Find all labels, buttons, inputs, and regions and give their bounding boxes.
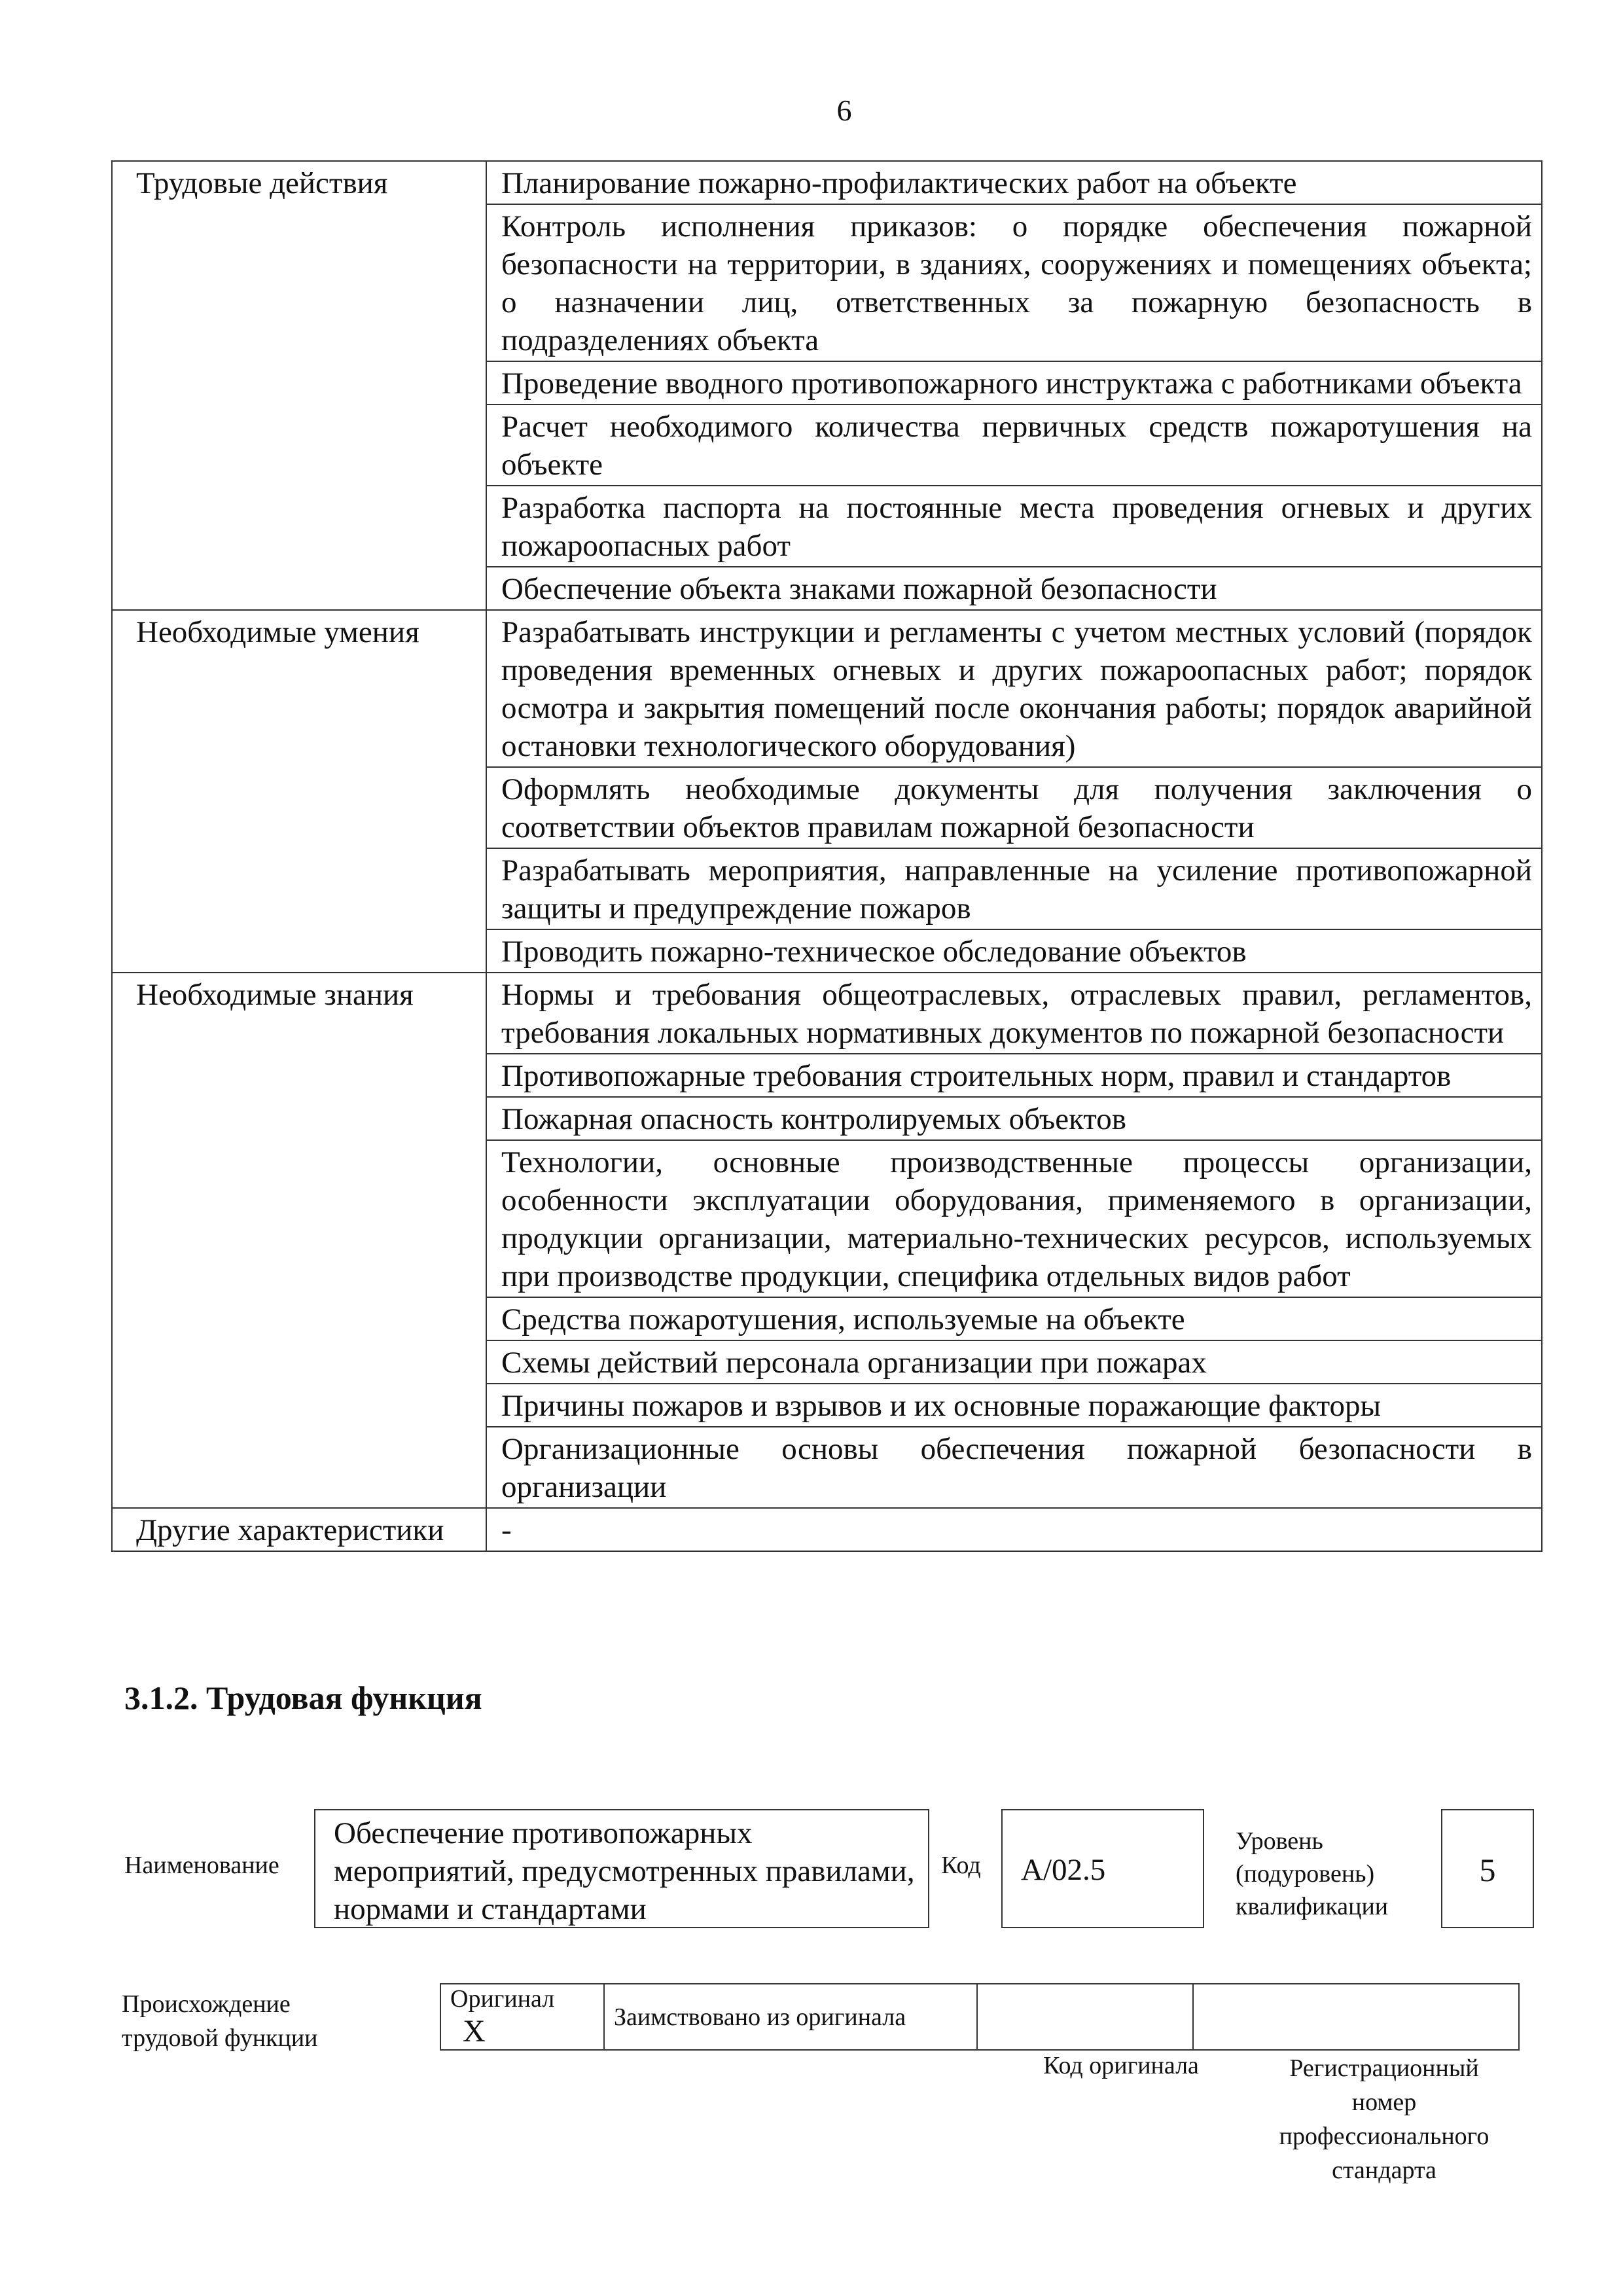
original-cell xyxy=(440,1984,604,2050)
table-row xyxy=(112,973,1542,1054)
code-value-box: А/02.5 xyxy=(1001,1809,1204,1928)
row-item-text: Технологии, основные производственные процессы организации, особенности эксплуатации оборудования, применяемого в организации, продукции организации, материально-технических ресурсов, используемых при производстве продукции, специфика отдельных видов работ xyxy=(486,1140,1542,1297)
original-mark: Х xyxy=(463,2014,486,2049)
registration-caption xyxy=(1230,2051,1538,2187)
row-item-text: Разрабатывать инструкции и регламенты с учетом местных условий (порядок проведения временных огневых и других пожароопасных работ; порядок осмотра и закрытия помещений после окончания работы; порядок аварийной остановки технологического оборудования) xyxy=(486,610,1542,767)
origin-label xyxy=(122,1987,318,2055)
table-row xyxy=(112,1508,1542,1551)
reg-caption-line-2: номер xyxy=(1351,2089,1417,2116)
reg-caption-line-3: профессионального xyxy=(1279,2123,1489,2150)
row-item-text: Разрабатывать мероприятия, направленные на усиление противопожарной защиты и предупреждение пожаров xyxy=(486,848,1542,929)
function-name-box: Обеспечение противопожарных мероприятий, предусмотренных правилами, нормами и стандартами xyxy=(314,1809,929,1928)
level-label-line-3: квалификации xyxy=(1236,1893,1389,1920)
row-item-text: Планирование пожарно-профилактических работ на объекте xyxy=(486,161,1542,204)
origin-label-line-2: трудовой функции xyxy=(122,2024,318,2052)
row-item-text: Пожарная опасность контролируемых объектов xyxy=(486,1097,1542,1140)
row-item-text: Обеспечение объекта знаками пожарной безопасности xyxy=(486,567,1542,610)
name-label: Наименование xyxy=(124,1852,279,1879)
table-row xyxy=(112,161,1542,204)
table-row xyxy=(112,610,1542,767)
reg-caption-line-4: стандарта xyxy=(1332,2157,1436,2184)
level-label-line-2: (подуровень) xyxy=(1236,1860,1375,1888)
code-original-caption: Код оригинала xyxy=(1043,2052,1199,2079)
row-item-text: Нормы и требования общеотраслевых, отраслевых правил, регламентов, требования локальных нормативных документов по пожарной безопасности xyxy=(486,973,1542,1054)
row-item-text: Проведение вводного противопожарного инструктажа с работниками объекта xyxy=(486,361,1542,404)
competency-table-body xyxy=(112,161,1542,1551)
row-group-label: Необходимые умения xyxy=(112,610,486,973)
qualification-level-label xyxy=(1236,1825,1388,1923)
row-item-text: Разработка паспорта на постоянные места проведения огневых и других пожароопасных работ xyxy=(486,486,1542,567)
origin-table xyxy=(440,1983,1520,2051)
row-item-text: Контроль исполнения приказов: о порядке обеспечения пожарной безопасности на территории, в зданиях, сооружениях и помещениях объекта; о назначении лиц, ответственных за пожарную безопасность в подразделениях объекта xyxy=(486,204,1542,361)
competency-table xyxy=(111,160,1543,1552)
row-item-text: Схемы действий персонала организации при пожарах xyxy=(486,1340,1542,1384)
original-label: Оригинал xyxy=(450,1985,555,2013)
row-item-text: Оформлять необходимые документы для получения заключения о соответствии объектов правилам пожарной безопасности xyxy=(486,767,1542,848)
row-item-text: - xyxy=(486,1508,1542,1551)
row-group-label: Другие характеристики xyxy=(112,1508,486,1551)
borrowed-cell: Заимствовано из оригинала xyxy=(604,1984,977,2050)
section-title: 3.1.2. Трудовая функция xyxy=(124,1679,482,1716)
original-code-cell xyxy=(977,1984,1193,2050)
origin-label-line-1: Происхождение xyxy=(122,1990,291,2018)
row-item-text: Расчет необходимого количества первичных средств пожаротушения на объекте xyxy=(486,404,1542,486)
row-group-label: Необходимые знания xyxy=(112,973,486,1508)
level-label-line-1: Уровень xyxy=(1236,1827,1323,1855)
row-item-text: Средства пожаротушения, используемые на объекте xyxy=(486,1297,1542,1340)
qualification-level-box: 5 xyxy=(1441,1809,1534,1928)
row-group-label: Трудовые действия xyxy=(112,161,486,610)
page-number: 6 xyxy=(836,94,852,127)
row-item-text: Противопожарные требования строительных норм, правил и стандартов xyxy=(486,1054,1542,1097)
row-item-text: Причины пожаров и взрывов и их основные поражающие факторы xyxy=(486,1384,1542,1427)
registration-number-cell xyxy=(1193,1984,1519,2050)
row-item-text: Организационные основы обеспечения пожарной безопасности в организации xyxy=(486,1427,1542,1508)
code-label: Код xyxy=(941,1852,981,1879)
row-item-text: Проводить пожарно-техническое обследование объектов xyxy=(486,929,1542,973)
reg-caption-line-1: Регистрационный xyxy=(1289,2054,1479,2082)
